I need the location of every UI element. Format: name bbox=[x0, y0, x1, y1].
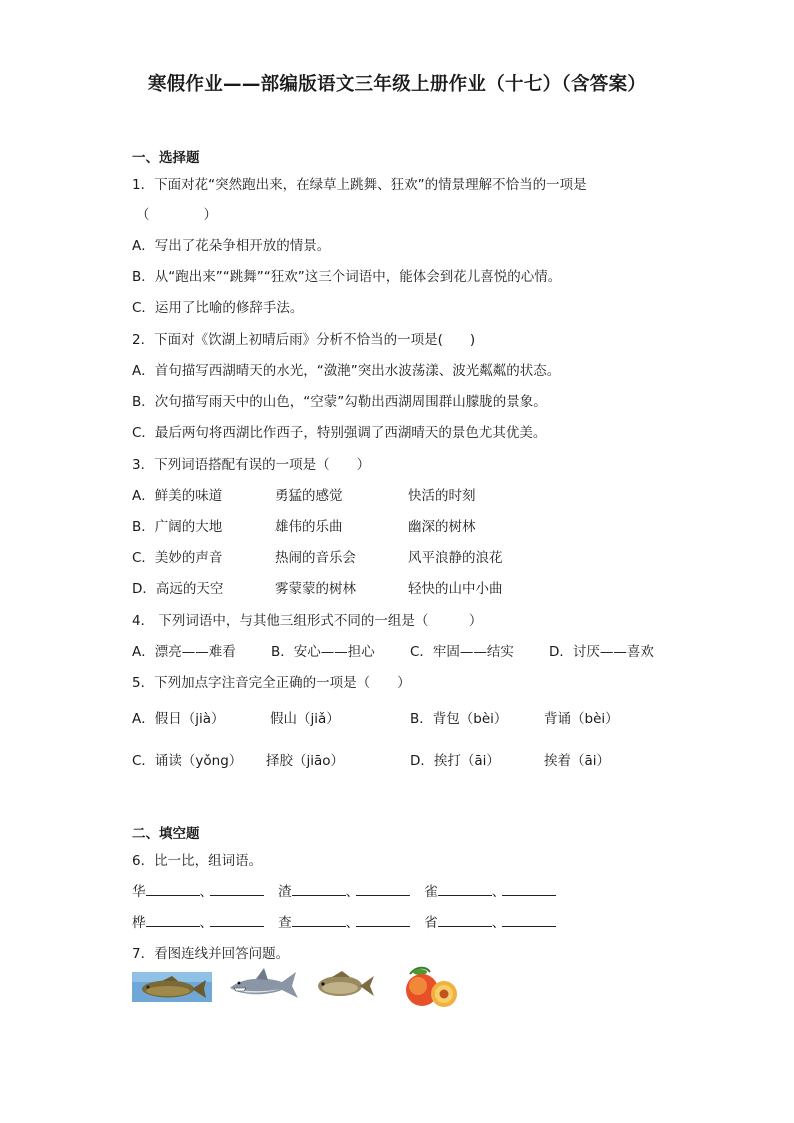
q3-row-c-3: 风平浪静的浪花 bbox=[408, 550, 503, 566]
section-heading-choice: 一、选择题 bbox=[132, 150, 200, 166]
q2-option-a: A．首句描写西湖晴天的水光，“潋滟”突出水波荡漾、波光粼粼的状态。 bbox=[132, 363, 561, 379]
q3-row-b-1: B．广阔的大地 bbox=[132, 519, 223, 535]
q5-row-a-2: 假山（jiǎ） bbox=[270, 711, 340, 727]
answer-blank[interactable] bbox=[146, 882, 200, 896]
q4-option-c: C．牢固——结实 bbox=[410, 644, 514, 660]
answer-blank[interactable] bbox=[292, 882, 346, 896]
q5-row-a-4: 背诵（bèi） bbox=[544, 711, 619, 727]
shark-image bbox=[226, 966, 302, 1004]
q5-row-c-3: D．挨打（āi） bbox=[410, 753, 500, 769]
dun-separator: 、 bbox=[199, 884, 213, 900]
q6-row-2 bbox=[132, 911, 556, 931]
section-heading-fill: 二、填空题 bbox=[132, 826, 200, 842]
q7-stem: 7．看图连线并回答问题。 bbox=[132, 946, 290, 962]
q3-row-d-3: 轻快的山中小曲 bbox=[408, 581, 503, 597]
q4-option-a: A．漂亮——难看 bbox=[132, 644, 236, 660]
q2-option-b: B．次句描写雨天中的山色，“空蒙”勾勒出西湖周围群山朦胧的景象。 bbox=[132, 394, 547, 410]
crucian-fish-image bbox=[312, 968, 376, 1002]
q5-row-c-1: C．诵读（yǒng） bbox=[132, 753, 243, 769]
answer-blank[interactable] bbox=[438, 913, 492, 927]
q2-stem: 2．下面对《饮湖上初晴后雨》分析不恰当的一项是( ) bbox=[132, 332, 476, 348]
q5-stem: 5．下列加点字注音完全正确的一项是（ ） bbox=[132, 675, 411, 691]
dun-separator: 、 bbox=[199, 915, 213, 931]
q6-char-zha: 渣 bbox=[278, 884, 292, 900]
q7-picture-row bbox=[132, 972, 472, 1020]
q5-row-a-3: B．背包（bèi） bbox=[410, 711, 508, 727]
q5-row-c-2: 择胶（jiāo） bbox=[266, 753, 345, 769]
q6-char-hua2: 桦 bbox=[132, 915, 146, 931]
answer-blank[interactable] bbox=[146, 913, 200, 927]
answer-blank[interactable] bbox=[438, 882, 492, 896]
q4-option-d: D．讨厌——喜欢 bbox=[549, 644, 654, 660]
q3-row-a-1: A．鲜美的味道 bbox=[132, 488, 223, 504]
q3-row-a-2: 勇猛的感觉 bbox=[275, 488, 343, 504]
dun-separator: 、 bbox=[345, 884, 360, 900]
q6-char-que: 雀 bbox=[424, 884, 438, 900]
q2-option-c: C．最后两句将西湖比作西子，特别强调了西湖晴天的景色尤其优美。 bbox=[132, 425, 547, 441]
q1-stem: 1．下面对花“突然跑出来，在绿草上跳舞、狂欢”的情景理解不恰当的一项是 bbox=[132, 177, 587, 193]
q3-row-b-3: 幽深的树林 bbox=[408, 519, 476, 535]
answer-blank[interactable] bbox=[292, 913, 346, 927]
q3-row-d-2: 雾蒙蒙的树林 bbox=[275, 581, 356, 597]
q6-stem: 6．比一比，组词语。 bbox=[132, 853, 263, 869]
q1-answer-paren: （ ） bbox=[136, 207, 217, 223]
dun-separator: 、 bbox=[345, 915, 360, 931]
q5-row-c-4: 挨着（āi） bbox=[544, 753, 611, 769]
answer-blank[interactable] bbox=[356, 913, 410, 927]
dun-separator: 、 bbox=[491, 915, 506, 931]
q6-row-1 bbox=[132, 880, 556, 900]
page-title: 寒假作业——部编版语文三年级上册作业（十七）（含答案） bbox=[147, 74, 647, 95]
answer-blank[interactable] bbox=[502, 913, 556, 927]
q3-row-d-1: D．高远的天空 bbox=[132, 581, 224, 597]
peach-image bbox=[400, 964, 468, 1010]
q3-row-a-3: 快活的时刻 bbox=[408, 488, 476, 504]
q1-option-b: B．从“跑出来”“跳舞”“狂欢”这三个词语中，能体会到花儿喜悦的心情。 bbox=[132, 269, 562, 285]
answer-blank[interactable] bbox=[210, 913, 264, 927]
q5-row-a-1: A．假日（jià） bbox=[132, 711, 225, 727]
dun-separator: 、 bbox=[491, 884, 506, 900]
answer-blank[interactable] bbox=[502, 882, 556, 896]
q6-char-sheng: 省 bbox=[424, 915, 438, 931]
answer-blank[interactable] bbox=[210, 882, 264, 896]
q3-row-c-2: 热闹的音乐会 bbox=[275, 550, 356, 566]
q3-row-b-2: 雄伟的乐曲 bbox=[275, 519, 343, 535]
q4-stem: 4． 下列词语中，与其他三组形式不同的一组是（ ） bbox=[132, 613, 483, 629]
q3-stem: 3．下列词语搭配有误的一项是（ ） bbox=[132, 457, 371, 473]
q6-char-hua: 华 bbox=[132, 884, 146, 900]
q1-option-c: C．运用了比喻的修辞手法。 bbox=[132, 300, 304, 316]
q6-char-cha: 查 bbox=[278, 915, 292, 931]
q4-option-b: B．安心——担心 bbox=[271, 644, 375, 660]
q3-row-c-1: C．美妙的声音 bbox=[132, 550, 223, 566]
q1-option-a: A．写出了花朵争相开放的情景。 bbox=[132, 238, 331, 254]
carp-fish-image bbox=[132, 972, 212, 1002]
answer-blank[interactable] bbox=[356, 882, 410, 896]
